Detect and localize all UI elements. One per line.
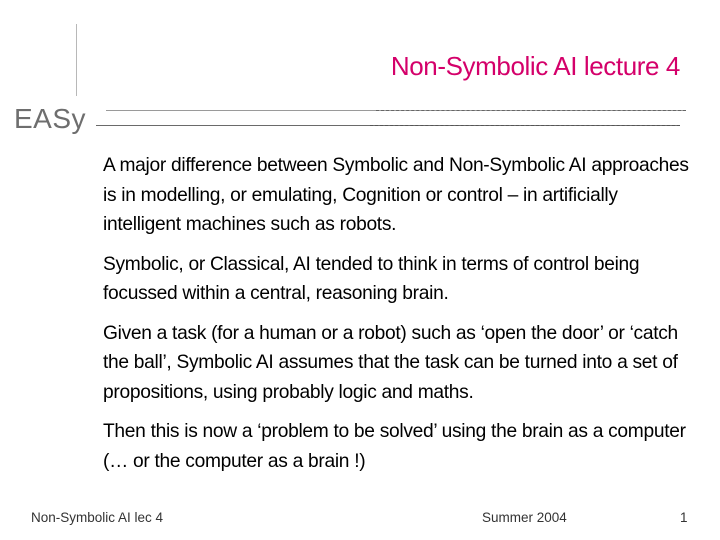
paragraph: A major difference between Symbolic and Non-Symbolic AI approaches is in modelling, or emulating, Cognition or control – in artificially intelligent machines such as robots.: [103, 155, 689, 235]
paragraph: Symbolic, or Classical, AI tended to think in terms of control being focussed within a central, reasoning brain.: [103, 253, 640, 304]
footer-page-number: 1: [680, 510, 688, 525]
footer-term-label: Summer 2004: [482, 510, 567, 525]
paragraph: Then this is now a ‘problem to be solved’ using the brain as a computer (… or the computer as a brain !): [103, 421, 686, 472]
slide-title: Non-Symbolic AI lecture 4: [390, 51, 680, 81]
slide-body: [103, 151, 693, 486]
header-rule-top-dashed: [376, 110, 686, 111]
vertical-divider: [76, 24, 77, 96]
paragraph: Given a task (for a human or a robot) such as ‘open the door’ or ‘catch the ball’, Symbolic AI assumes that the task can be turned into a set of propositions, using probably logic and maths.: [103, 322, 678, 403]
footer-course-label: Non-Symbolic AI lec 4: [31, 510, 164, 525]
easy-logo: EASy: [14, 103, 87, 134]
header-rule-bottom-dashed: [370, 125, 680, 126]
